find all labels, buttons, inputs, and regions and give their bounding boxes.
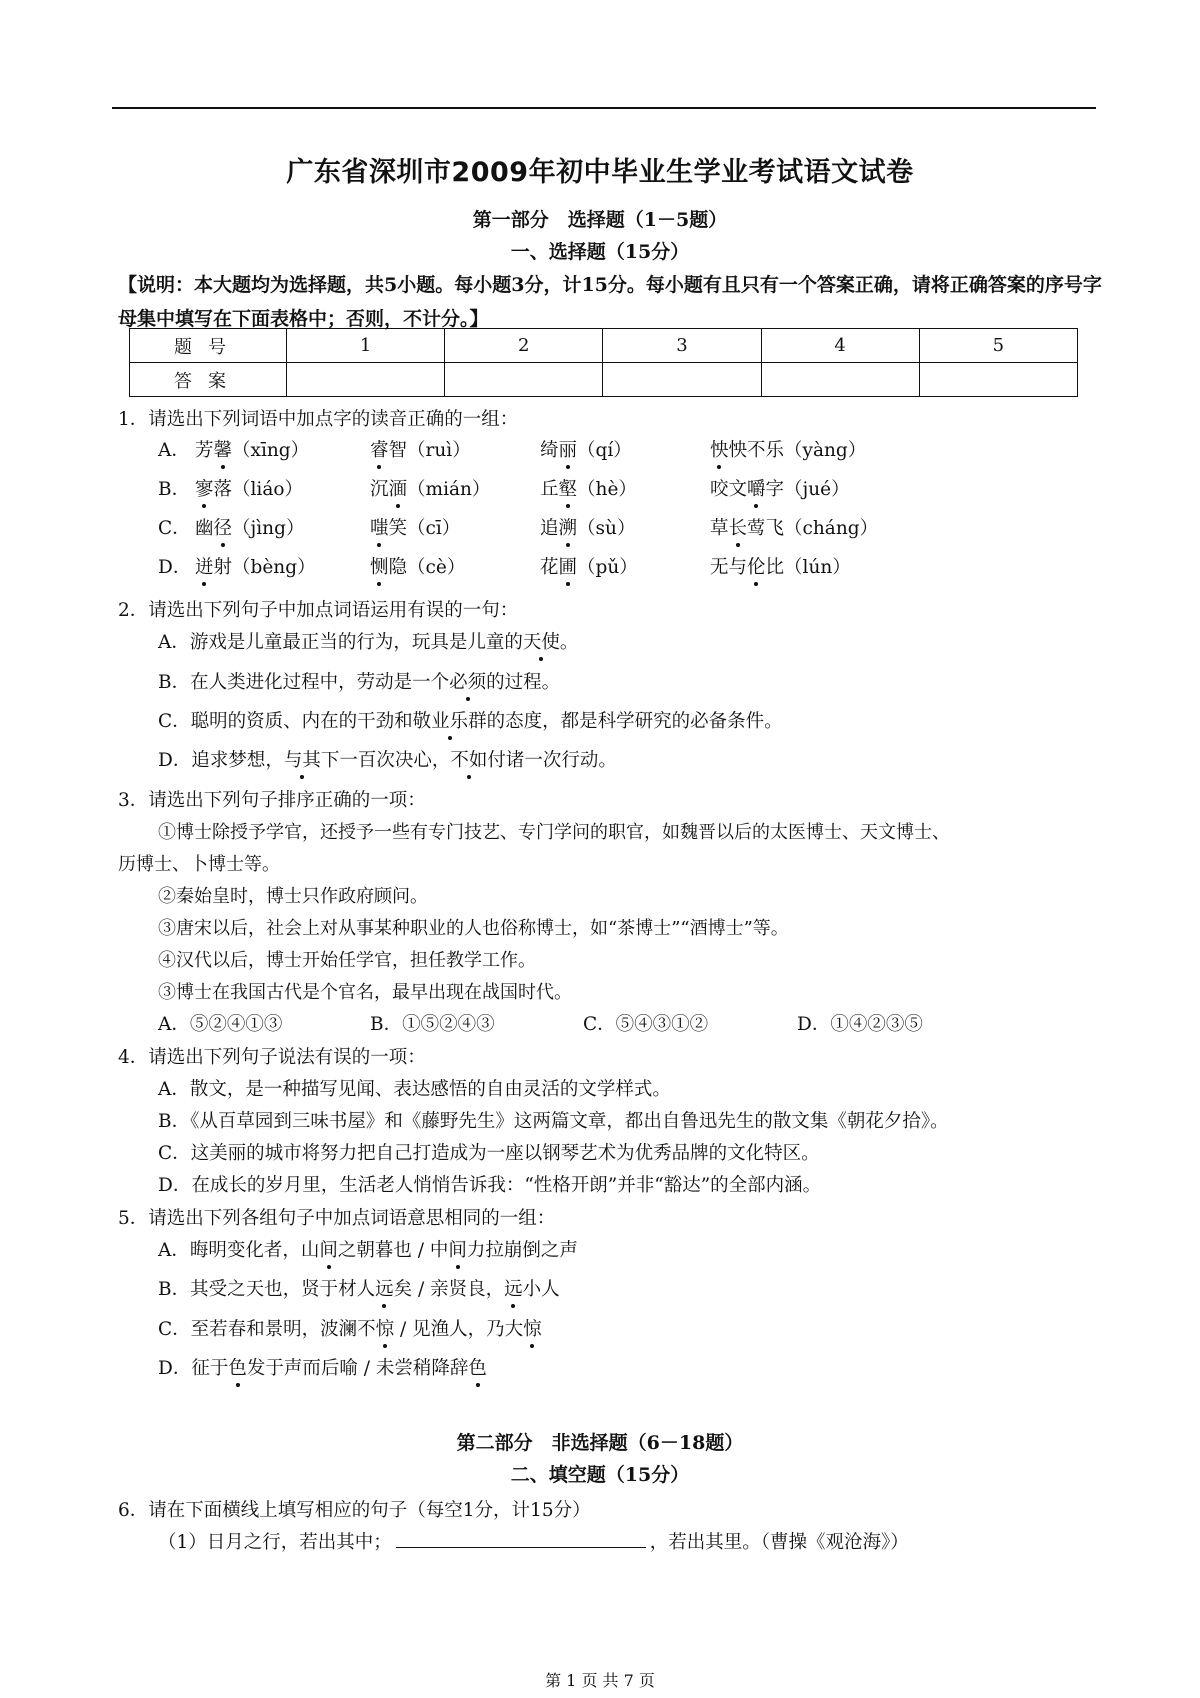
word-option: 睿智（ruì） [370, 436, 471, 462]
word-option: 恻隐（cè） [370, 553, 465, 579]
word-option: 绮丽（qí） [540, 436, 632, 462]
table-header-cell: 答案 [130, 363, 287, 397]
dotted-character: 嗤 [370, 514, 389, 540]
question-2-stem: 2．请选出下列句子中加点词语运用有误的一句： [118, 600, 519, 621]
dotted-word: 不如 [450, 746, 487, 772]
dotted-word: 色 [468, 1354, 487, 1380]
question-2-option-a: A．游戏是儿童最正当的行为，玩具是儿童的天使。 [158, 628, 578, 654]
question-4-stem: 4．请选出下列句子说法有误的一项： [118, 1047, 426, 1068]
exam-title: 广东省深圳市2009年初中毕业生学业考试语文试卷 [286, 157, 914, 188]
dotted-character: 馨 [214, 436, 233, 462]
dotted-character: 溯 [559, 514, 578, 540]
instructions-note: 【说明：本大题均为选择题，共5小题。每小题3分，计15分。每小题有且只有一个答案正确，请将正确答案的序号字母集中填写在下面表格中；否则，不计分。】 [118, 274, 1102, 330]
question-5-option-c: C．至若春和景明，波澜不惊 / 见渔人，乃大惊 [158, 1315, 542, 1341]
word-option: 怏怏不乐（yàng） [710, 436, 866, 462]
word-option: 草长莺飞（cháng） [710, 514, 878, 540]
dotted-word: 远 [504, 1275, 523, 1301]
section2-heading: 二、填空题（15分） [510, 1464, 690, 1486]
word-option: 迸射（bèng） [195, 553, 316, 579]
section1-heading: 一、选择题（15分） [510, 241, 690, 263]
dotted-character: 寥 [195, 475, 214, 501]
question-5-stem: 5．请选出下列各组句子中加点词语意思相同的一组： [118, 1208, 556, 1229]
word-option: 追溯（sù） [540, 514, 635, 540]
table-header-cell: 题号 [130, 329, 287, 363]
dotted-word: 敬业乐群 [413, 707, 487, 733]
sentence-5: ③博士在我国古代是个官名，最早出现在战国时代。 [158, 982, 572, 1003]
dotted-character: 圃 [559, 553, 578, 579]
sentence-4: ④汉代以后，博士开始任学官，担任教学工作。 [158, 950, 536, 971]
dotted-character: 恻 [370, 553, 389, 579]
question-3-option-b: B．①⑤②④③ [370, 1014, 495, 1035]
dotted-character: 嚼 [747, 475, 766, 501]
dotted-word: 与其 [284, 746, 321, 772]
question-2-option-b: B．在人类进化过程中，劳动是一个必须的过程。 [158, 668, 560, 694]
question-5-option-a: A．晦明变化者，山间之朝暮也 / 中间力拉崩倒之声 [158, 1236, 578, 1262]
option-label: C． [158, 518, 191, 539]
dotted-character: 湎 [389, 475, 408, 501]
dotted-word: 惊 [376, 1315, 395, 1341]
dotted-word: 必须 [449, 668, 486, 694]
answer-blank[interactable] [396, 1529, 646, 1548]
table-cell: 4 [761, 329, 919, 363]
question-5-option-d: D．征于色发于声而后喻 / 未尝稍降辞色 [158, 1354, 487, 1380]
option-label: D． [158, 557, 192, 578]
dotted-word: 色 [228, 1354, 247, 1380]
top-rule [112, 107, 1096, 109]
dotted-character: 壑 [559, 475, 578, 501]
sentence-2: ②秦始皇时，博士只作政府顾问。 [158, 886, 428, 907]
page-footer: 第 1 页 共 7 页 [545, 1671, 655, 1690]
word-option: 无与伦比（lún） [710, 553, 851, 579]
question-3-option-d: D．①④②③⑤ [797, 1014, 923, 1035]
answer-table [129, 328, 1078, 397]
table-cell: 1 [287, 329, 445, 363]
answer-cell[interactable] [287, 363, 445, 397]
sentence-1a: ①博士除授予学官，还授予一些有专门技艺、专门学问的职官，如魏晋以后的太医博士、天文博士、 [158, 822, 950, 843]
answer-cell[interactable] [761, 363, 919, 397]
sentence-1b: 历博士、卜博士等。 [118, 854, 280, 875]
dotted-character: 丽 [559, 436, 578, 462]
answer-cell[interactable] [445, 363, 603, 397]
dotted-word: 间 [448, 1236, 467, 1262]
question-3-option-a: A．⑤②④①③ [158, 1014, 283, 1035]
table-cell: 5 [919, 329, 1077, 363]
part1-heading: 第一部分 选择题（1－5题） [472, 209, 728, 231]
word-option: 沉湎（mián） [370, 475, 490, 501]
question-4-option-a: A．散文，是一种描写见闻、表达感悟的自由灵活的文学样式。 [158, 1079, 671, 1100]
word-option: 花圃（pǔ） [540, 553, 638, 579]
table-row [130, 363, 1078, 397]
word-option: 寥落（liáo） [195, 475, 303, 501]
answer-cell[interactable] [603, 363, 761, 397]
answer-cell[interactable] [919, 363, 1077, 397]
sentence-3: ③唐宋以后，社会上对从事某种职业的人也俗称博士，如“茶博士”“酒博士”等。 [158, 918, 789, 939]
word-option: 芳馨（xīng） [195, 436, 309, 462]
dotted-character: 睿 [370, 436, 389, 462]
dotted-character: 怏 [710, 436, 729, 462]
option-label: B． [158, 479, 191, 500]
question-1-stem: 1．请选出下列词语中加点字的读音正确的一组： [118, 409, 519, 430]
word-option: 幽径（jìng） [195, 514, 304, 540]
word-option: 咬文嚼字（jué） [710, 475, 850, 501]
option-label: A． [158, 440, 190, 461]
part2-heading: 第二部分 非选择题（6－18题） [456, 1432, 744, 1454]
question-2-option-c: C．聪明的资质、内在的干劲和敬业乐群的态度，都是科学研究的必备条件。 [158, 707, 783, 733]
question-5-option-b: B．其受之天也，贤于材人远矣 / 亲贤良，远小人 [158, 1275, 560, 1301]
dotted-word: 天使 [523, 628, 560, 654]
dotted-character: 伦 [747, 553, 766, 579]
word-option: 丘壑（hè） [540, 475, 637, 501]
question-6-stem: 6．请在下面横线上填写相应的句子（每空1分，计15分） [118, 1500, 591, 1521]
question-4-option-d: D．在成长的岁月里，生活老人悄悄告诉我：“性格开朗”并非“豁达”的全部内涵。 [158, 1175, 822, 1196]
question-4-option-b: B．《从百草园到三味书屋》和《藤野先生》这两篇文章，都出自鲁迅先生的散文集《朝花夕拾》。 [158, 1111, 949, 1132]
table-row [130, 329, 1078, 363]
dotted-word: 惊 [523, 1315, 542, 1341]
question-3-stem: 3．请选出下列句子排序正确的一项： [118, 790, 426, 811]
question-6-item-1: （1）日月之行，若出其中； ，若出其里。（曹操《观沧海》） [158, 1528, 909, 1554]
table-cell: 3 [603, 329, 761, 363]
question-3-option-c: C．⑤④③①② [583, 1014, 709, 1035]
dotted-word: 远 [375, 1275, 394, 1301]
dotted-character: 迸 [195, 553, 214, 579]
dotted-character: 径 [214, 514, 233, 540]
dotted-character: 长 [729, 514, 748, 540]
question-4-option-c: C．这美丽的城市将努力把自己打造成为一座以钢琴艺术为优秀品牌的文化特区。 [158, 1143, 820, 1164]
word-option: 嗤笑（cī） [370, 514, 460, 540]
question-2-option-d: D．追求梦想，与其下一百次决心，不如付诸一次行动。 [158, 746, 617, 772]
table-cell: 2 [445, 329, 603, 363]
dotted-word: 间 [319, 1236, 338, 1262]
